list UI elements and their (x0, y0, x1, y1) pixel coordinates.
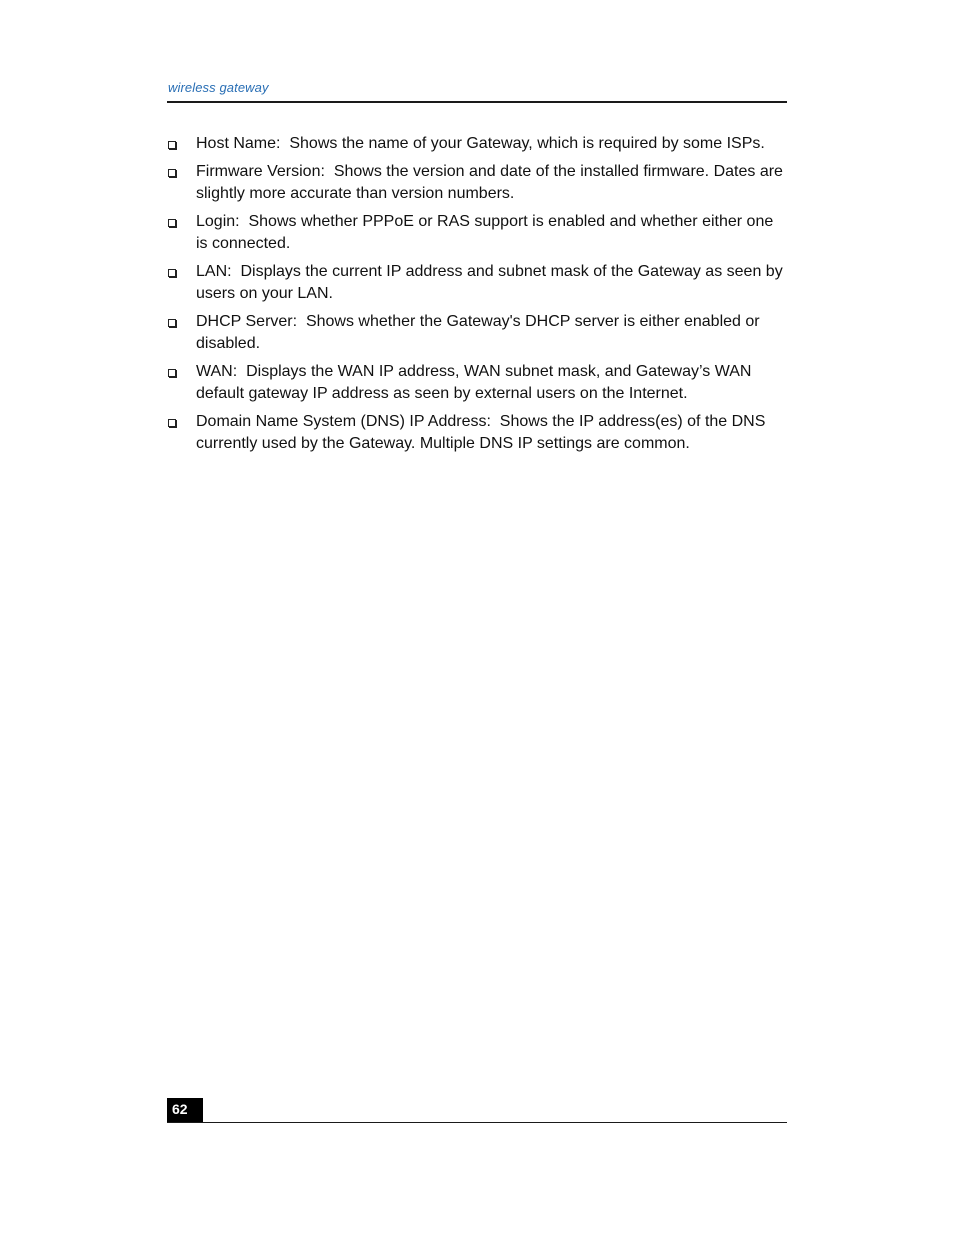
checkbox-bullet-icon (168, 269, 176, 277)
checkbox-bullet-icon (168, 369, 176, 377)
item-text: Shows the version and date of the installed firmware. Dates are slightly more accurate than version numbers. (196, 163, 783, 202)
checkbox-bullet-icon (168, 219, 176, 227)
item-label: Login: (196, 213, 240, 230)
item-text: Displays the current IP address and subnet mask of the Gateway as seen by users on your LAN. (196, 263, 783, 302)
item-label: LAN: (196, 263, 232, 280)
list-item-dhcp-server (167, 311, 787, 355)
list-item-host-name (167, 133, 787, 155)
list-item-firmware-version (167, 161, 787, 205)
list-item-lan (167, 261, 787, 305)
checkbox-bullet-icon (168, 169, 176, 177)
bullet-list (167, 133, 787, 461)
item-text: Shows the name of your Gateway, which is required by some ISPs. (289, 135, 765, 152)
header-title: wireless gateway (168, 80, 269, 95)
page-number: 62 (167, 1098, 203, 1122)
item-label: DHCP Server: (196, 313, 298, 330)
item-label: Host Name: (196, 135, 281, 152)
list-item-wan (167, 361, 787, 405)
checkbox-bullet-icon (168, 419, 176, 427)
item-label: WAN: (196, 363, 238, 380)
item-text: Shows the IP address(es) of the DNS currently used by the Gateway. Multiple DNS IP settings are common. (196, 413, 766, 452)
list-item-login (167, 211, 787, 255)
item-text: Shows whether PPPoE or RAS support is enabled and whether either one is connected. (196, 213, 774, 252)
item-label: Firmware Version: (196, 163, 325, 180)
item-text: Shows whether the Gateway's DHCP server is either enabled or disabled. (196, 313, 760, 352)
item-text: Displays the WAN IP address, WAN subnet mask, and Gateway’s WAN default gateway IP address as seen by external users on the Internet. (196, 363, 752, 402)
page-header (167, 78, 787, 103)
page-footer (167, 1097, 787, 1123)
item-label: Domain Name System (DNS) IP Address: (196, 413, 491, 430)
checkbox-bullet-icon (168, 141, 176, 149)
checkbox-bullet-icon (168, 319, 176, 327)
list-item-dns (167, 411, 787, 455)
